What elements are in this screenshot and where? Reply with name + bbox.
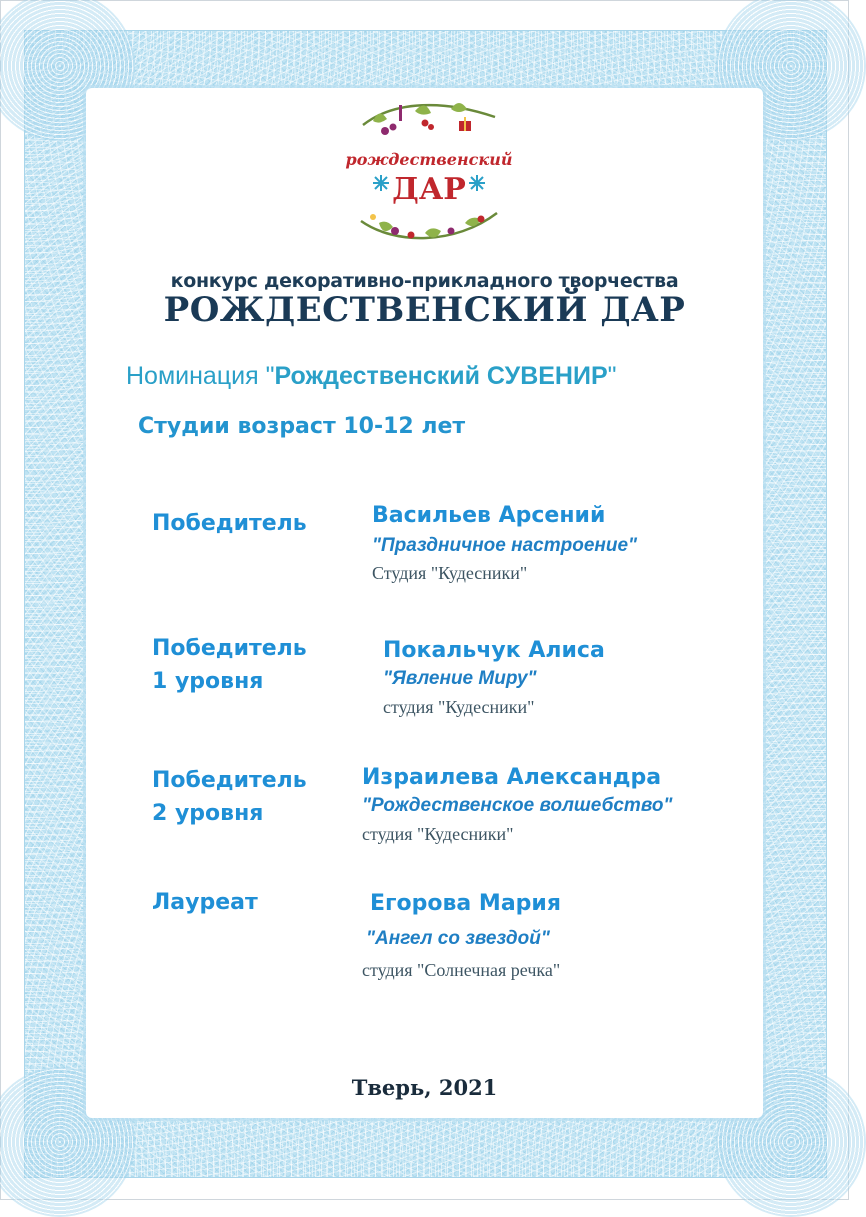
logo-text-line2: ДАР [392,172,466,207]
nomination-name: Рождественский СУВЕНИР [274,362,608,390]
award-label-line: Победитель [152,511,307,536]
contest-logo [345,95,513,255]
award-label [152,507,307,540]
award-label-line: 1 уровня [152,669,264,694]
award-label-line: Лауреат [152,890,258,915]
studio-name: студия "Кудесники" [362,824,514,844]
studio-name: студия "Солнечная речка" [362,960,561,980]
studio-name: студия "Кудесники" [383,697,535,717]
age-group: Студии возраст 10-12 лет [138,414,466,439]
place-and-year: Тверь, 2021 [351,1075,498,1100]
logo-text-line1: рождественский [345,150,513,169]
contest-title: РОЖДЕСТВЕНСКИЙ ДАР [163,290,686,330]
winner-name: Васильев Арсений [372,503,606,528]
award-label-line: Победитель [152,768,307,793]
work-title: "Ангел со звездой" [366,928,550,949]
snowflake-icon [469,175,485,191]
work-title: "Явление Миру" [383,668,537,689]
contest-subtitle: конкурс декоративно-прикладного творчества [170,270,679,292]
snowflake-icon [373,175,389,191]
award-label [152,886,258,919]
winner-name: Егорова Мария [370,891,561,916]
award-label [152,764,307,830]
nomination-suffix: " [607,362,617,390]
winner-name: Израилева Александра [362,765,662,790]
award-label-line: Победитель [152,636,307,661]
award-label [152,632,307,698]
nomination-prefix: Номинация " [126,362,275,390]
award-label-line: 2 уровня [152,801,264,826]
winner-name: Покальчук Алиса [383,638,605,663]
work-title: "Праздничное настроение" [372,535,638,556]
work-title: "Рождественское волшебство" [362,795,673,816]
nomination-line [126,362,617,391]
studio-name: Студия "Кудесники" [372,563,528,583]
